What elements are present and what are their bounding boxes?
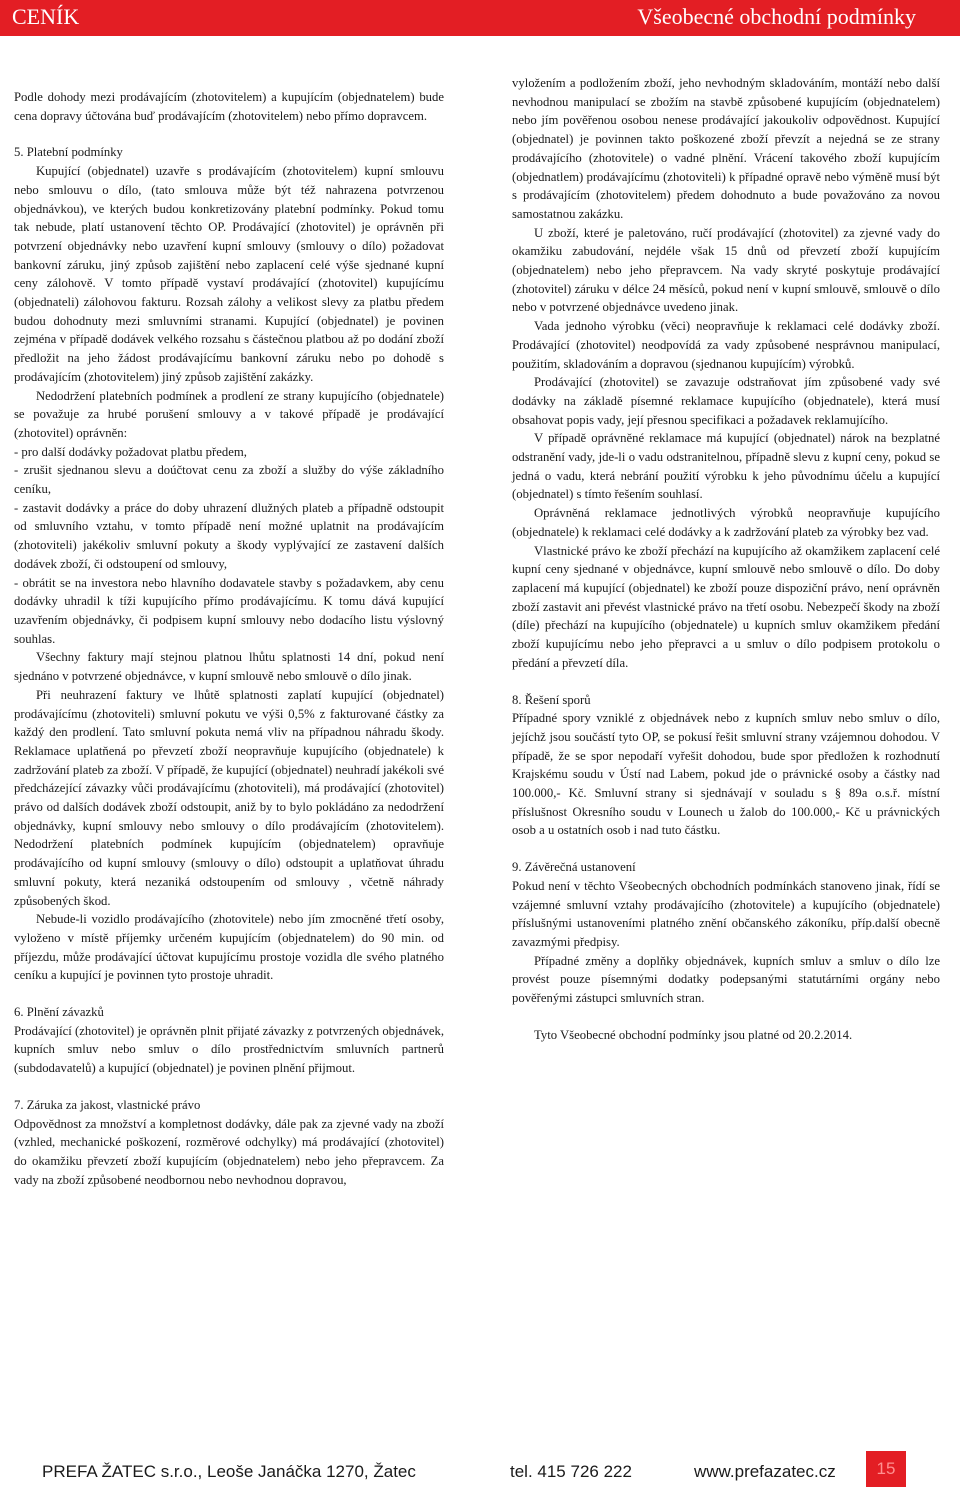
section-heading: 9. Závěrečná ustanovení	[512, 860, 636, 875]
paragraph: Při neuhrazení faktury ve lhůtě splatnosti zaplatí kupující (objednatel) prodávajícímu (zhotoviteli) smluvní pokutu ve výši 0,5% z fakturované částky za každý den prodlení. Tato smluvní pokuta nemá vliv na případnou náhradu škody. Reklamace uplatňená po převzetí zboží neopravňuje kupujícího (objednatele) k zadržování plateb za zboží. V případě, že kupující (objednatel) neuhradí jakékoli své předcházející závazky vůči prodávajícímu (zhotoviteli), má prodávající (zhotovitel) právo od dalších dodávek zboží odstoupit, aniž by to bylo pokládáno za nedodržení objednávky, kupní smlouvy nebo smlouvy o dílo prodávajícím (zhotovitelem). Nedodržení platebních podmínek kupujícím (objednatelem) opravňuje prodávajícího od kupní smlouvy (smlouvy o dílo) odstoupit a uplatňovat úhradu smluvní pokuty, která nezaniká odstoupením od smlouvy , včetně náhrady způsobených škod.	[14, 687, 444, 908]
paragraph: Prodávající (zhotovitel) se zavazuje odstraňovat jím způsobené vady své dodávky na základě písemné reklamace kupujícího (objednatele), která musí obsahovat popis vady, její přesnou specifikaci a požadavek reklamujícího.	[512, 375, 940, 427]
right-column	[512, 74, 940, 1044]
paragraph: Odpovědnost za množství a kompletnost dodávky, dále pak za zjevné vady na zboží (vzhled, mechanické poškození, rozměrové odchylky) má prodávající (zhotovitel) do okamžiku převzetí zboží kupujícím (objednatelem) nebo jeho přepravcem. Za vady na zboží způsobené neodbornou nebo nevhodnou dopravou,	[14, 1116, 444, 1187]
footer-web: www.prefazatec.cz	[694, 1462, 836, 1481]
paragraph: vyložením a podložením zboží, jeho nevhodným skladováním, montáží nebo další nevhodnou manipulací se zbožím na stavbě způsobené kupujícím (objednatelem) nebo jím pověřenou osobou nenese prodávající jakoukoliv odpovědnost. Kupující (objednatel) je povinnen takto poškozené zboží převzít a nejedná se ze strany prodávajícího (zhotovitele) o vadné plnění. Vrácení takového zboží kupujícím (objednatlem) prodávajícímu (zhotoviteli) k případné opravě nebo výměně musí být s prodávajícím (zhotovitelem) předem dohodnuto a bude považováno za novou samostatnou zakázku.	[512, 76, 940, 221]
page-number: 15	[866, 1451, 906, 1487]
paragraph: Všechny faktury mají stejnou platnou lhůtu splatnosti 14 dní, pokud není sjednáno v potvrzené objednávce, v kupní smlouvě nebo smlouvě o dílo jinak.	[14, 650, 444, 684]
list-item: - zastavit dodávky a práce do doby uhrazení dlužných plateb a případně odstoupit od smluvního vztahu, v tomto případě není možné uplatnit na prodávajícím (zhotoviteli) jakékoliv smluvní pokuty a škody vyplývající ze zastavení dalších dodávek zboží, či odstoupení od smlouvy,	[14, 500, 444, 571]
page-header	[0, 0, 960, 36]
header-title-right: Všeobecné obchodní podmínky	[637, 4, 916, 29]
section-heading: 7. Záruka za jakost, vlastnické právo	[14, 1097, 201, 1112]
paragraph: Oprávněná reklamace jednotlivých výrobků neopravňuje kupujícího (objednatele) k reklamaci celé dodávky a k zadržování plateb za výrobky bez vad.	[512, 506, 940, 539]
paragraph: Kupující (objednatel) uzavře s prodávajícím (zhotovitelem) kupní smlouvu nebo smlouvu o dílo, (tato smlouva může být též nahrazena potvrzenou objednávkou), ve kterých budou konkretizovány platební podmínky. Pokud tomu tak nebude, platí ustanovení těchto OP. Prodávající (zhotovitel) je oprávněn při potvrzení objednávky nebo uzavření kupní smlouvy (smlouvy o dílo) požadovat bankovní záruku, jiný způsob zajištění nebo zaplacení celé výše sjednané kupní ceny zálohově. V tomto případě vystaví prodávající (zhotovitel) kupujícímu (objednateli) zálohovou fakturu. Rozsah zálohy a velikost slevy za platbu předem budou dohodnuty mezi smluvními stranami. Kupující (objednatel) je povinen zejména v případě dodávek velkého rozsahu s částečnou platbou až po dodání zboží předložit na jeho žádost prodávajícímu bankovní záruku nebo po dohodě s prodávajícím (zhotovitelem) jiný způsob zajištění zakázky.	[14, 164, 444, 384]
section-heading: 8. Řešení sporů	[512, 692, 591, 707]
paragraph: Nedodržení platebních podmínek a prodlení ze strany kupujícího (objednatele) se považuje za hrubé porušení smlouvy a v takové případě je prodávající (zhotovitel) oprávněn:	[14, 388, 444, 440]
paragraph: Nebude-li vozidlo prodávajícího (zhotovitele) nebo jím zmocněné třetí osoby, vyloženo v místě příjemky určeném kupujícím (objednatelem) do 90 min. od příjezdu, může prodávající účtovat kupujícímu prostoje vozidla dle svého platného ceníku a kupující je povinnen tyto prostoje uhradit.	[14, 912, 444, 983]
section-heading: 6. Plnění závazků	[14, 1005, 104, 1020]
paragraph: Vlastnické právo ke zboží přechází na kupujícího až okamžikem zaplacení celé kupní ceny sjednané v objednávce, kupní smlouvě nebo smlouvě o dílo. Do doby zaplacení má kupující (objednatel) ke zboží pouze dispoziční právo, není oprávněn zboží zastavit ani převést vlastnické právo na třetí osobu. Nebezpečí škody na zboží (díle) přechází na kupujícího (objednatele) u kupních smluv okamžikem předání zboží kupujícímu nebo jeho přepravci a u smluv o dílo podpisem protokolu o předání a převzetí díla.	[512, 543, 940, 670]
paragraph: U zboží, které je paletováno, ručí prodávající (zhotovitel) za zjevné vady do okamžiku zabudování, nejdéle však 15 dnů od převzetí zboží kupujícím (objednatelem) nebo jeho přepravcem. Na vady skryté poskytuje prodávající (zhotovitel) záruku v délce 24 měsíců, pokud není v kupní smlouvě, smlouvě o dílo nebo v potvrzené objednávce uvedeno jinak.	[512, 225, 940, 315]
footer-company: PREFA ŽATEC s.r.o., Leoše Janáčka 1270, Žatec	[42, 1462, 416, 1481]
section-heading: 5. Platební podmínky	[14, 145, 123, 160]
paragraph: V případě oprávněné reklamace má kupující (objednatel) nárok na bezplatné odstranění vady, jde-li o vadu odstranitelnou, případně slevu z kupní ceny, pokud se jedná o vadu, která nebrání použití výrobku k jeho původnímu účelu a kupující (objednatel) s tímto řešením souhlasí.	[512, 431, 940, 502]
paragraph: Podle dohody mezi prodávajícím (zhotovitelem) a kupujícím (objednatelem) bude cena dopravy účtována buď prodávajícím (zhotovitelem) nebo přímo dopravcem.	[14, 90, 444, 123]
validity-statement: Tyto Všeobecné obchodní podmínky jsou platné od 20.2.2014.	[534, 1027, 853, 1042]
header-title-left: CENÍK	[12, 4, 80, 29]
list-item: - pro další dodávky požadovat platbu předem,	[14, 444, 247, 459]
paragraph: Vada jednoho výrobku (věci) neopravňuje k reklamaci celé dodávky zboží. Prodávající (zhotovitel) neodpovídá za vady způsobené nesprávnou manipulací, použitím, skladováním a dopravou (sjednanou kupujícím) výrobků.	[512, 319, 940, 371]
footer-phone: tel. 415 726 222	[510, 1462, 632, 1481]
left-column	[14, 88, 444, 1189]
list-item: - obrátit se na investora nebo hlavního dodavatele stavby s požadavkem, aby cenu dodávky uhradil k tíži kupujícího přímo prodávajícímu. K tomu dává kupující uzavřením objednávky, či podpisem kupní smlouvy nebo dodacího listu výslovný souhlas.	[14, 575, 444, 646]
paragraph: Pokud není v těchto Všeobecných obchodních podmínkách stanoveno jinak, řídí se vzájemné smluvní vztahy prodávajícího (zhotovitele) a kupujícího (objednatele) příslušnými ustanoveními platného znění občanského zákoníku, příp.další obecně zavazmými předpisy.	[512, 878, 940, 949]
list-item: - zrušit sjednanou slevu a doúčtovat cenu za zboží a služby do výše základního ceníku,	[14, 463, 444, 497]
paragraph: Prodávající (zhotovitel) je oprávněn plnit přijaté závazky z potvrzených objednávek, kupních smluv nebo smluv o dílo prostřednictvím smluvních partnerů (subdodavatelů) a kupující (objednatel) je povinen plnění přijmout.	[14, 1023, 444, 1076]
paragraph: Případné spory vzniklé z objednávek nebo z kupních smluv nebo smluv o dílo, jejíchž jsou součástí tyto OP, se pokusí řešit smluvní strany vzájemnou dohodou. V případě, že se spor nepodaří vyřešit dohodou, bude spor předložen k rozhodnutí Krajskému soudu v Ústí nad Labem, pokud jde o právnické osoby a částky nad 100.000,- Kč. Smluvní strany si sjednávají v souladu s § 89a o.s.ř. místní příslušnost Okresního soudu v Lounech u žalob do 100.000,- Kč u právnických osob a u ostatních osob i nad tuto částku.	[512, 711, 940, 838]
page-footer	[0, 1454, 960, 1490]
paragraph: Případné změny a doplňky objednávek, kupních smluv a smluv o dílo lze provést pouze písemnými dodatky podepsanými statutárními orgány nebo pověřenými zástupci smluvních stran.	[512, 953, 940, 1006]
